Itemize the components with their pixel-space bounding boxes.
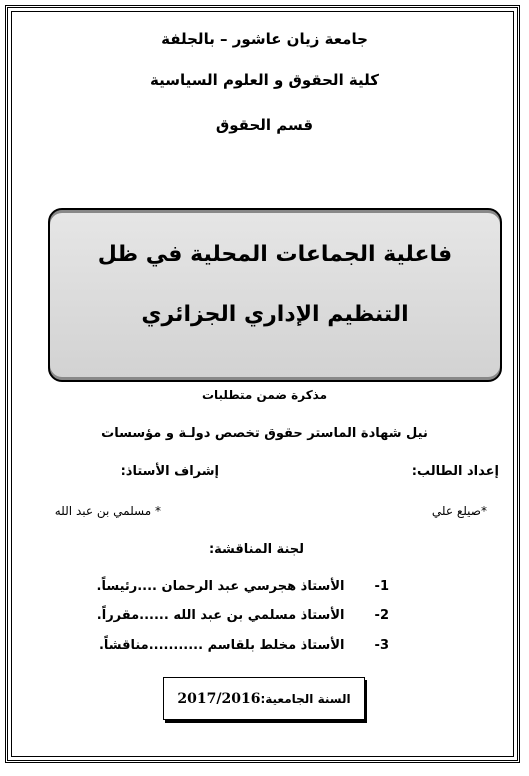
academic-year-label: السنة الجامعية:	[260, 691, 351, 706]
supervisor-label: إشراف الأستاذ:	[120, 464, 219, 479]
member-text: الأستاذ مسلمي بن عبد الله ......مقرراً.	[96, 608, 345, 623]
supervisor-name: * مسلمي بن عبد الله	[54, 504, 161, 518]
committee-member	[97, 579, 389, 594]
member-number: 1-	[374, 579, 389, 594]
memo-text: مذكرة ضمن متطلبات	[201, 388, 328, 402]
department-name: قسم الحقوق	[215, 116, 314, 134]
academic-year-box	[163, 677, 365, 720]
member-text: الأستاذ مخلط بلقاسم ...........مناقشاً.	[98, 638, 345, 653]
academic-year-value: 2017/2016	[177, 690, 261, 707]
committee-member	[99, 638, 389, 653]
committee-label: لجنة المناقشة:	[208, 542, 304, 557]
university-name: جامعة زيان عاشور – بالجلفة	[161, 30, 368, 48]
member-number: 3-	[374, 638, 389, 653]
degree-text: نيل شهادة الماستر حقوق تخصص دولـة و مؤسسات	[101, 426, 428, 441]
thesis-title-line2: التنظيم الإداري الجزائري	[141, 302, 409, 327]
committee-member	[97, 608, 389, 623]
faculty-name: كلية الحقوق و العلوم السياسية	[150, 71, 379, 89]
thesis-title-box	[48, 208, 502, 382]
student-name: *صيلع علي	[431, 504, 487, 518]
member-number: 2-	[374, 608, 389, 623]
student-label: إعداد الطالب:	[411, 464, 499, 479]
thesis-title-line1: فاعلية الجماعات المحلية في ظل	[97, 242, 453, 267]
member-text: الأستاذ هجرسي عبد الرحمان ....رئيساً.	[96, 579, 345, 594]
